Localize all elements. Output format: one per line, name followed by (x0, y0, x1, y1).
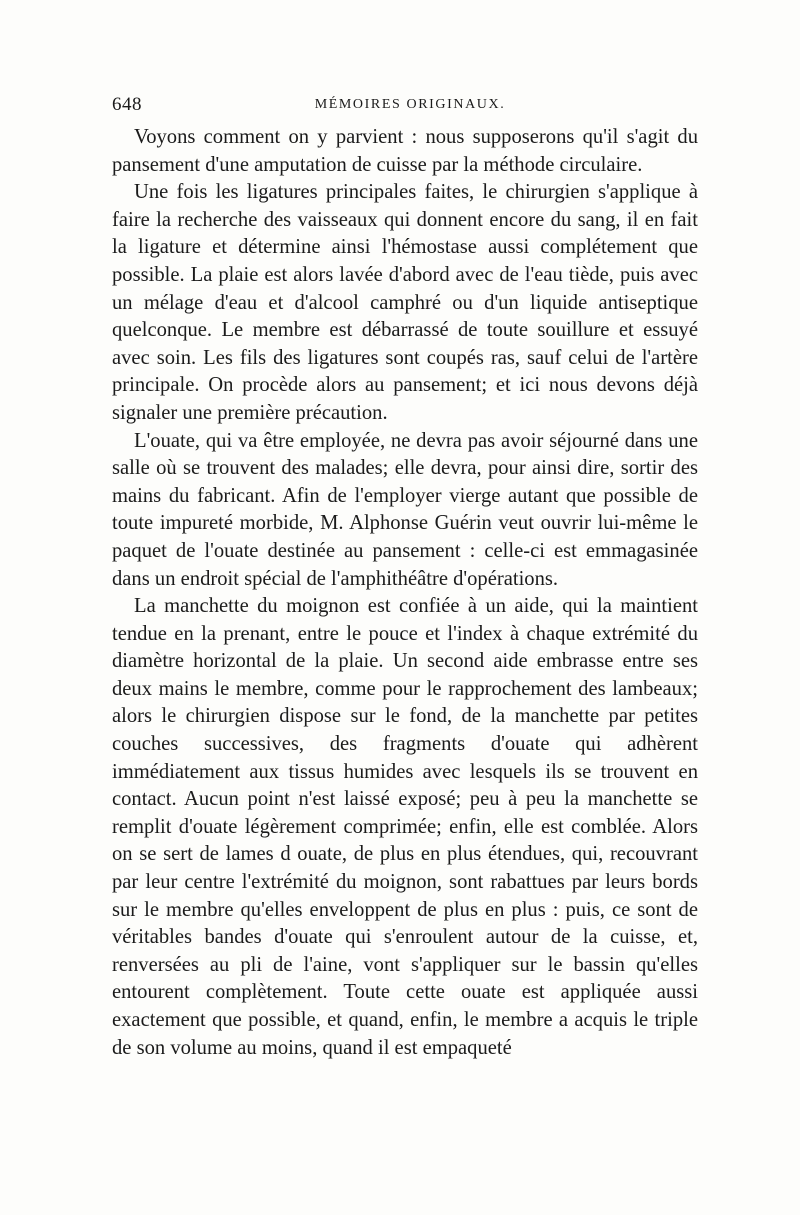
running-title: MÉMOIRES ORIGINAUX. (314, 97, 506, 112)
paragraph: L'ouate, qui va être employée, ne devra pas avoir séjourné dans une salle où se trouvent des malades; elle devra, pour ainsi dire, sortir des mains du fabricant. Afin de l'employer vierge autant que possible de toute impureté morbide, M. Alphonse Guérin veut ouvrir lui-même le paquet de l'ouate destinée au pansement : celle-ci est emmagasinée dans un endroit spécial de l'amphithéâtre d'opérations. (112, 429, 698, 590)
paragraph: Une fois les ligatures principales faites, le chirurgien s'applique à faire la recherche des vaisseaux qui donnent encore du sang, il en fait la ligature et détermine ainsi l'hémostase aussi complétement que possible. La plaie est alors lavée d'abord avec de l'eau tiède, puis avec un mélage d'eau et d'alcool camphré ou d'un liquide antiseptique quelconque. Le membre est débarrassé de toute souillure et essuyé avec soin. Les fils des ligatures sont coupés ras, sauf celui de l'artère principale. On procède alors au pansement; et ici nous devons déjà signaler une première précaution. (112, 181, 698, 424)
body-text (112, 124, 698, 1062)
running-head (112, 94, 698, 124)
paragraph: Voyons comment on y parvient : nous supposerons qu'il s'agit du pansement d'une amputation de cuisse par la méthode circulaire. (112, 126, 698, 176)
book-page (112, 94, 698, 1062)
paragraph: La manchette du moignon est confiée à un aide, qui la maintient tendue en la prenant, entre le pouce et l'index à chaque extrémité du diamètre horizontal de la plaie. Un second aide embrasse entre ses deux mains le membre, comme pour le rapprochement des lambeaux; alors le chirurgien dispose sur le fond, de la manchette par petites couches successives, des fragments d'ouate qui adhèrent immédiatement aux tissus humides avec lesquels ils se trouvent en contact. Aucun point n'est laissé exposé; peu à peu la manchette se remplit d'ouate légèrement comprimée; enfin, elle est comblée. Alors on se sert de lames d ouate, de plus en plus étendues, qui, recouvrant par leur centre l'extrémité du moignon, sont rabattues par leurs bords sur le membre qu'elles enveloppent de plus en plus : puis, ce sont de véritables bandes d'ouate qui s'enroulent autour de la cuisse, et, renversées au pli de l'aine, vont s'appliquer sur le bassin qu'elles entourent complètement. Toute cette ouate est appliquée aussi exactement que possible, et quand, enfin, le membre a acquis le triple de son volume au moins, quand il est empaqueté (112, 595, 698, 1059)
page-number: 648 (112, 94, 142, 115)
